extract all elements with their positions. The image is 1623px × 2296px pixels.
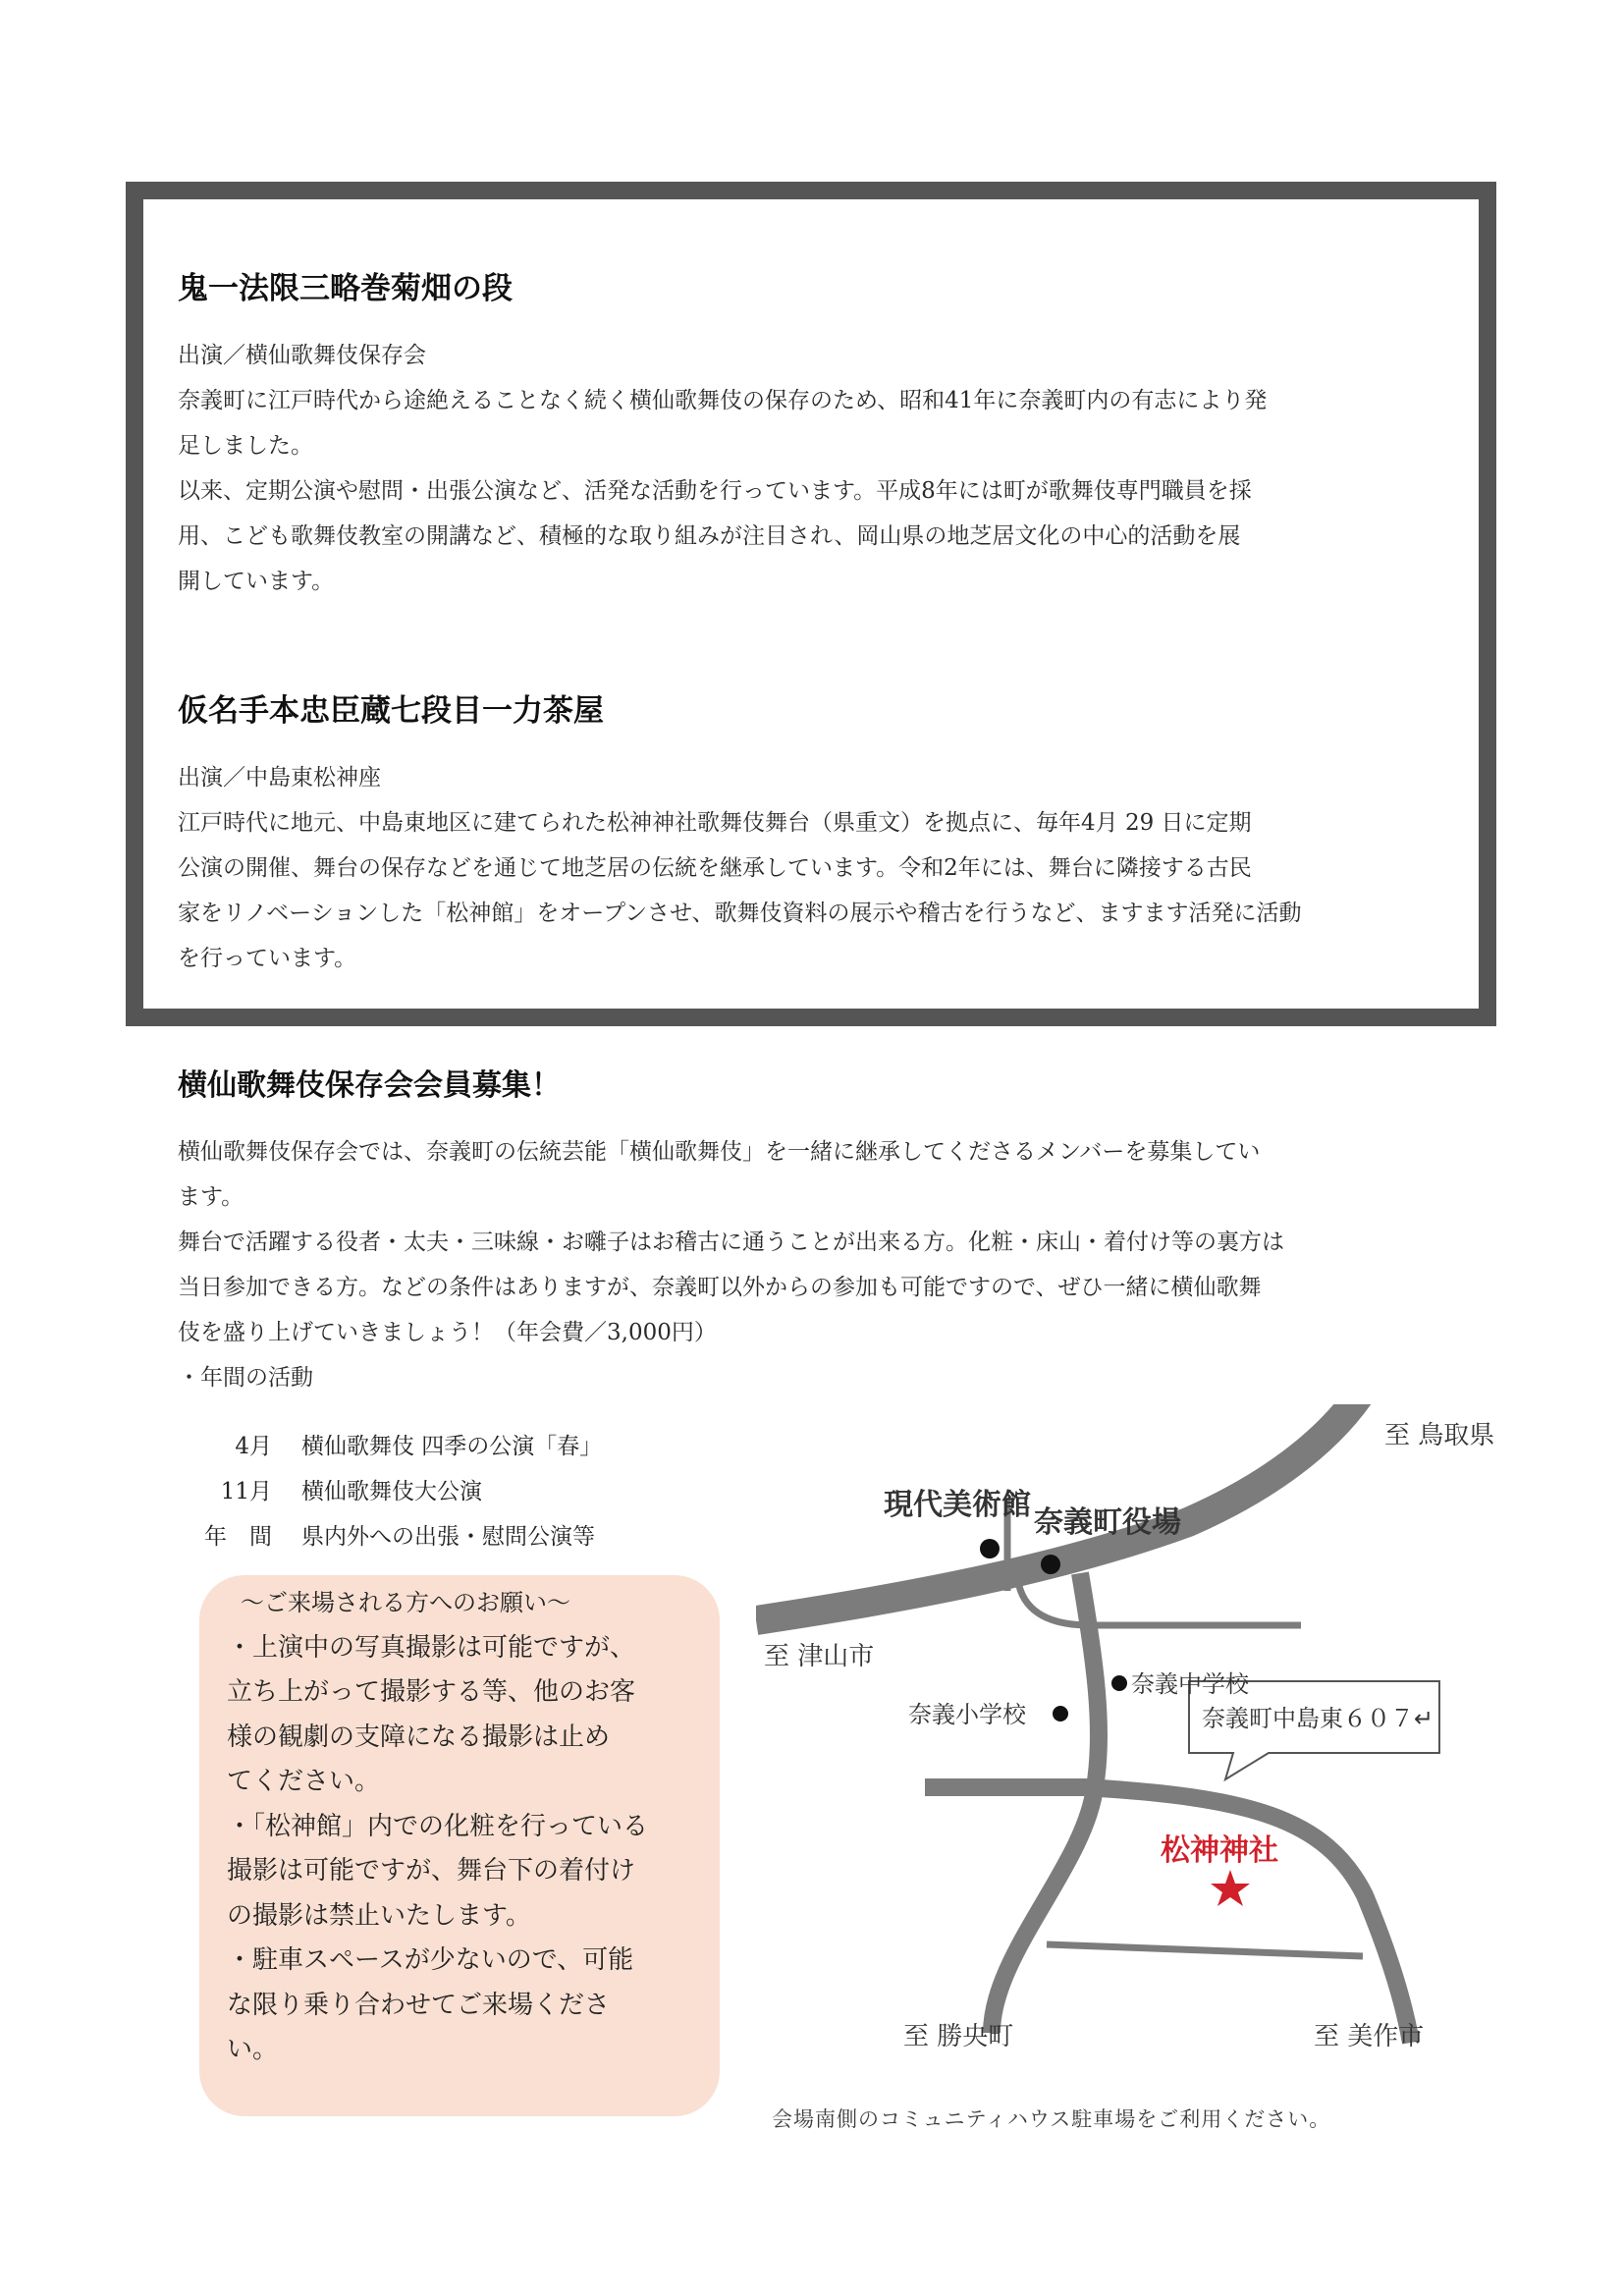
recruit-line-2: ます。 — [178, 1184, 244, 1210]
notice-line: い。 — [227, 2035, 279, 2064]
label-shrine: 松神神社 — [1161, 1833, 1278, 1868]
label-address: 奈義町中島東６０７↵ — [1202, 1705, 1434, 1732]
label-elementary: 奈義小学校 — [908, 1701, 1026, 1728]
map-caption: 会場南側のコミュニティハウス駐車場をご利用ください。 — [772, 2107, 1331, 2131]
section2-line-4: を行っています。 — [178, 946, 357, 971]
activity-month: 年 間 — [204, 1524, 272, 1550]
label-shoo: 至 勝央町 — [903, 2022, 1014, 2051]
notice-line: ・「松神館」内での化粧を行っている — [227, 1811, 649, 1841]
recruit-line-4: 当日参加できる方。などの条件はありますが、奈義町以外からの参加も可能ですので、ぜひ一緒に横仙歌舞 — [178, 1275, 1262, 1300]
recruit-line-5: 伎を盛り上げていきましょう！（年会費／3,000円） — [178, 1320, 717, 1345]
activity-month: 11月 — [220, 1479, 272, 1504]
section2-title: 仮名手本忠臣蔵七段目一力茶屋 — [178, 693, 604, 729]
section1-performer: 出演／横仙歌舞伎保存会 — [178, 343, 426, 368]
activity-month: 4月 — [235, 1434, 272, 1459]
label-town-office: 奈義町役場 — [1034, 1505, 1181, 1540]
southern-street — [1047, 1944, 1363, 1956]
notice-line: な限り乗り合わせてご来場くださ — [227, 1990, 611, 2020]
section2-line-1: 江戸時代に地元、中島東地区に建てられた松神神社歌舞伎舞台（県重文）を拠点に、毎年4月 29 日に定期 — [178, 810, 1252, 836]
activities-label: ・年間の活動 — [178, 1365, 313, 1391]
town-office-marker — [1041, 1555, 1060, 1574]
elementary-marker — [1053, 1706, 1068, 1722]
section1-line-2: 足しました。 — [178, 433, 313, 459]
label-mimasaka: 至 美作市 — [1314, 2022, 1425, 2051]
section2-line-2: 公演の開催、舞台の保存などを通じて地芝居の伝統を継承しています。令和2年には、舞台に隣接する古民 — [178, 855, 1252, 881]
section1-line-5: 開しています。 — [178, 569, 335, 594]
visitor-notice-box — [199, 1575, 720, 2116]
section1-line-1: 奈義町に江戸時代から途絶えることなく続く横仙歌舞伎の保存のため、昭和41年に奈義町内の有志により発 — [178, 388, 1268, 413]
shrine-star-icon — [1211, 1870, 1250, 1906]
section1-line-3: 以来、定期公演や慰問・出張公演など、活発な活動を行っています。平成8年には町が歌舞伎専門職員を採 — [178, 478, 1252, 504]
notice-line: ・駐車スペースが少ないので、可能 — [227, 1945, 634, 1975]
access-map — [756, 1404, 1502, 2072]
activity-desc: 横仙歌舞伎 四季の公演「春」 — [301, 1434, 603, 1459]
notice-line: 立ち上がって撮影する等、他のお客 — [227, 1677, 636, 1707]
label-museum: 現代美術館 — [884, 1488, 1031, 1522]
notice-line: ・上演中の写真撮影は可能ですが、 — [227, 1632, 636, 1663]
section1-line-4: 用、こども歌舞伎教室の開講など、積極的な取り組みが注目され、岡山県の地芝居文化の中心的活動を展 — [178, 523, 1241, 549]
recruit-title: 横仙歌舞伎保存会会員募集！ — [178, 1068, 561, 1103]
museum-marker — [980, 1539, 1000, 1558]
section2-performer: 出演／中島東松神座 — [178, 765, 381, 791]
notice-line: 撮影は可能ですが、舞台下の着付け — [227, 1856, 636, 1886]
branch-road-east — [1019, 1586, 1301, 1625]
notice-line: 様の観劇の支障になる撮影は止め — [227, 1722, 611, 1752]
junior-high-marker — [1111, 1675, 1127, 1691]
recruit-line-3: 舞台で活躍する役者・太夫・三味線・お囃子はお稽古に通うことが出来る方。化粧・床山・着付け等の裏方は — [178, 1230, 1284, 1255]
label-tsuyama: 至 津山市 — [764, 1642, 875, 1671]
label-junior-high: 奈義中学校 — [1131, 1670, 1249, 1698]
section2-line-3: 家をリノベーションした「松神館」をオープンさせ、歌舞伎資料の展示や稽古を行うなど、ますます活発に活動 — [178, 901, 1302, 926]
north-south-road — [992, 1573, 1099, 2033]
notice-line: てください。 — [227, 1767, 381, 1796]
notice-title: ～ご来場される方へのお願い～ — [241, 1589, 570, 1616]
section1-title: 鬼一法限三略巻菊畑の段 — [178, 271, 513, 306]
activity-desc: 県内外への出張・慰問公演等 — [301, 1524, 595, 1550]
notice-line: の撮影は禁止いたします。 — [227, 1900, 531, 1931]
recruit-line-1: 横仙歌舞伎保存会では、奈義町の伝統芸能「横仙歌舞伎」を一緒に継承してくださるメンバーを募集してい — [178, 1139, 1261, 1165]
label-tottori: 至 鳥取県 — [1384, 1421, 1495, 1450]
activity-desc: 横仙歌舞伎大公演 — [301, 1479, 482, 1504]
